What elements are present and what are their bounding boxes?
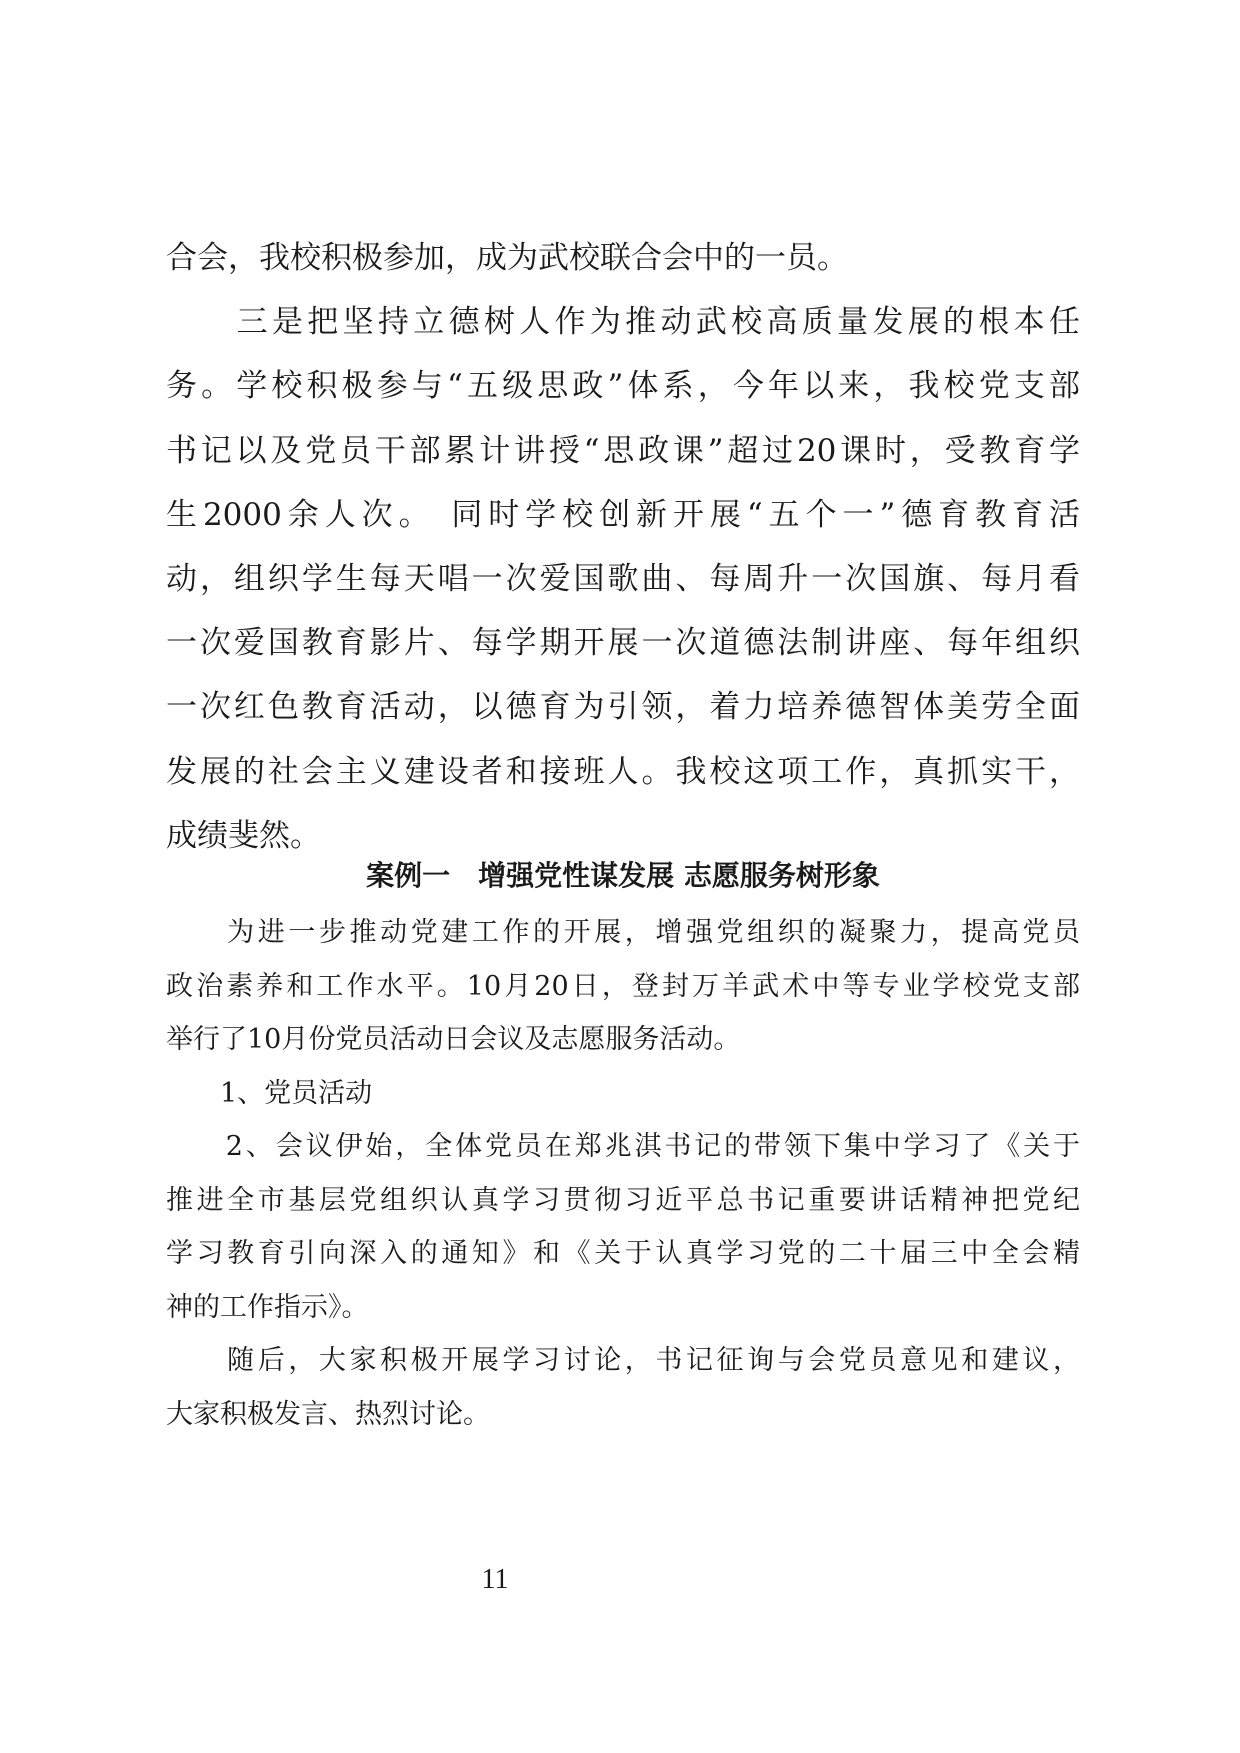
case-body (166, 906, 1080, 1441)
case-body-line: 随后，大家积极开展学习讨论，书记征询与会党员意见和建议， (166, 1345, 1080, 1376)
paragraph-line: 发展的社会主义建设者和接班人。我校这项工作，真抓实干， (166, 753, 1080, 790)
paragraph-line: 生2000余人次。 同时学校创新开展“五个一”德育教育活 (166, 496, 1080, 533)
paragraph-line: 动，组织学生每天唱一次爱国歌曲、每周升一次国旗、每月看 (166, 560, 1080, 597)
paragraph-line: 一次红色教育活动，以德育为引领，着力培养德智体美劳全面 (166, 689, 1080, 726)
case-body-line: 大家积极发言、热烈讨论。 (166, 1398, 490, 1430)
paragraph-line: 成绩斐然。 (166, 817, 321, 854)
case-body-line: 举行了10月份党员活动日会议及志愿服务活动。 (166, 1024, 741, 1055)
paragraph-line: 合会，我校积极参加，成为武校联合会中的一员。 (166, 240, 848, 276)
case-body-line: 政治素养和工作水平。10月20日，登封万羊武术中等专业学校党支部 (166, 970, 1080, 1002)
case-body-line: 为进一步推动党建工作的开展，增强党组织的凝聚力，提高党员 (166, 917, 1080, 948)
paragraph-line: 三是把坚持立德树人作为推动武校高质量发展的根本任 (166, 304, 1080, 341)
paragraph-line: 书记以及党员干部累计讲授“思政课”超过20课时，受教育学 (166, 432, 1080, 469)
paragraph-line: 一次爱国教育影片、每学期开展一次道德法制讲座、每年组织 (166, 625, 1080, 662)
page-number: 11 (481, 1564, 509, 1595)
case-body-line: 1、党员活动 (166, 1077, 373, 1109)
case-heading: 案例一 增强党性谋发展 志愿服务树形象 (366, 859, 880, 892)
case-body-line: 学习教育引向深入的通知》和《关于认真学习党的二十届三中全会精 (166, 1238, 1080, 1269)
case-body-line: 神的工作指示》。 (166, 1291, 369, 1323)
case-body-line: 推进全市基层党组织认真学习贯彻习近平总书记重要讲话精神把党纪 (166, 1184, 1080, 1216)
paragraph-block-intro (166, 226, 1080, 868)
paragraph-line: 务。学校积极参与“五级思政”体系，今年以来，我校党支部 (166, 368, 1080, 405)
case-body-line: 2、会议伊始，全体党员在郑兆淇书记的带领下集中学习了《关于 (166, 1131, 1080, 1162)
